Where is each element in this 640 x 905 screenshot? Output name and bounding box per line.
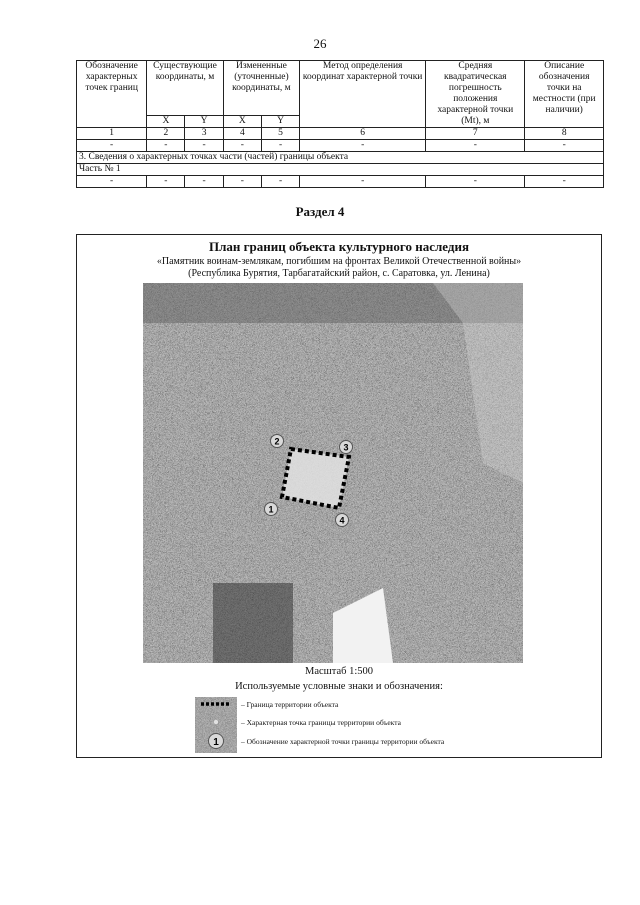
point-label-3: 3 bbox=[343, 442, 349, 453]
header-existing-coordinates: Существующие координаты, м bbox=[147, 61, 223, 116]
legend-point-symbol bbox=[214, 720, 218, 724]
table-cell: 8 bbox=[525, 128, 604, 140]
plan-location: (Республика Бурятия, Тарбагатайский район, с. Саратовка, ул. Ленина) bbox=[188, 268, 490, 279]
characteristic-point-2 bbox=[271, 435, 284, 448]
table-row bbox=[77, 176, 604, 188]
legend-label-text: – Обозначение характерной точки границы территории объекта bbox=[241, 737, 445, 746]
header-method: Метод определения координат характерной точки bbox=[300, 61, 426, 128]
characteristic-point-3 bbox=[340, 441, 353, 454]
plan-frame bbox=[76, 234, 602, 758]
table-cell: 4 bbox=[223, 128, 261, 140]
legend-boundary-text: – Граница территории объекта bbox=[241, 700, 339, 709]
plan-title: План границ объекта культурного наследия bbox=[209, 239, 469, 254]
table-cell: - bbox=[147, 140, 185, 152]
header-x: X bbox=[147, 116, 185, 128]
legend-title: Используемые условные знаки и обозначения: bbox=[235, 681, 443, 692]
table-cell: - bbox=[147, 176, 185, 188]
table-cell: 6 bbox=[300, 128, 426, 140]
legend-sample-number: 1 bbox=[213, 737, 219, 748]
header-y: Y bbox=[261, 116, 299, 128]
legend-swatch bbox=[195, 697, 237, 753]
aerial-map bbox=[143, 283, 523, 663]
table-cell: - bbox=[77, 176, 147, 188]
point-label-2: 2 bbox=[274, 436, 280, 447]
map-scale: Масштаб 1:500 bbox=[304, 666, 373, 677]
table-part-row bbox=[77, 164, 604, 176]
table-cell: - bbox=[261, 176, 299, 188]
table-cell: 1 bbox=[77, 128, 147, 140]
plan-subtitle: «Памятник воинам-землякам, погибшим на фронтах Великой Отечественной войны» bbox=[156, 256, 522, 267]
table-header-row bbox=[77, 61, 604, 116]
section-3-label: 3. Сведения о характерных точках части (частей) границы объекта bbox=[77, 152, 604, 164]
header-x: X bbox=[223, 116, 261, 128]
table-cell: 7 bbox=[426, 128, 525, 140]
part-label: Часть № 1 bbox=[77, 164, 604, 176]
legend bbox=[195, 697, 495, 753]
table-cell: 5 bbox=[261, 128, 299, 140]
table-cell: - bbox=[300, 140, 426, 152]
table-cell: - bbox=[426, 176, 525, 188]
header-changed-coordinates: Измененные (уточненные) координаты, м bbox=[223, 61, 299, 116]
table-cell: - bbox=[525, 176, 604, 188]
table-cell: 2 bbox=[147, 128, 185, 140]
characteristic-point-1 bbox=[265, 503, 278, 516]
table-cell: - bbox=[300, 176, 426, 188]
coordinates-table bbox=[76, 60, 604, 188]
table-cell: - bbox=[223, 176, 261, 188]
table-cell: - bbox=[185, 140, 223, 152]
point-label-4: 4 bbox=[339, 515, 345, 526]
table-cell: - bbox=[261, 140, 299, 152]
page-number: 26 bbox=[313, 36, 327, 51]
section-title: Раздел 4 bbox=[295, 204, 345, 219]
header-description: Описание обозначения точки на местности (при наличии) bbox=[525, 61, 604, 128]
table-cell: - bbox=[426, 140, 525, 152]
table-row-column-numbers bbox=[77, 128, 604, 140]
table-cell: - bbox=[77, 140, 147, 152]
table-cell: - bbox=[525, 140, 604, 152]
table-row bbox=[77, 140, 604, 152]
header-point-designation: Обозначение характерных точек границ bbox=[77, 61, 147, 128]
table-cell: - bbox=[223, 140, 261, 152]
map-dark-area bbox=[213, 583, 293, 663]
table-section-row bbox=[77, 152, 604, 164]
table-cell: - bbox=[185, 176, 223, 188]
point-label-1: 1 bbox=[268, 504, 274, 515]
characteristic-point-4 bbox=[336, 514, 349, 527]
header-y: Y bbox=[185, 116, 223, 128]
legend-point-text: – Характерная точка границы территории объекта bbox=[241, 718, 401, 727]
table-cell: 3 bbox=[185, 128, 223, 140]
header-error: Средняя квадратическая погрешность положения характерной точки (Mt), м bbox=[426, 61, 525, 128]
